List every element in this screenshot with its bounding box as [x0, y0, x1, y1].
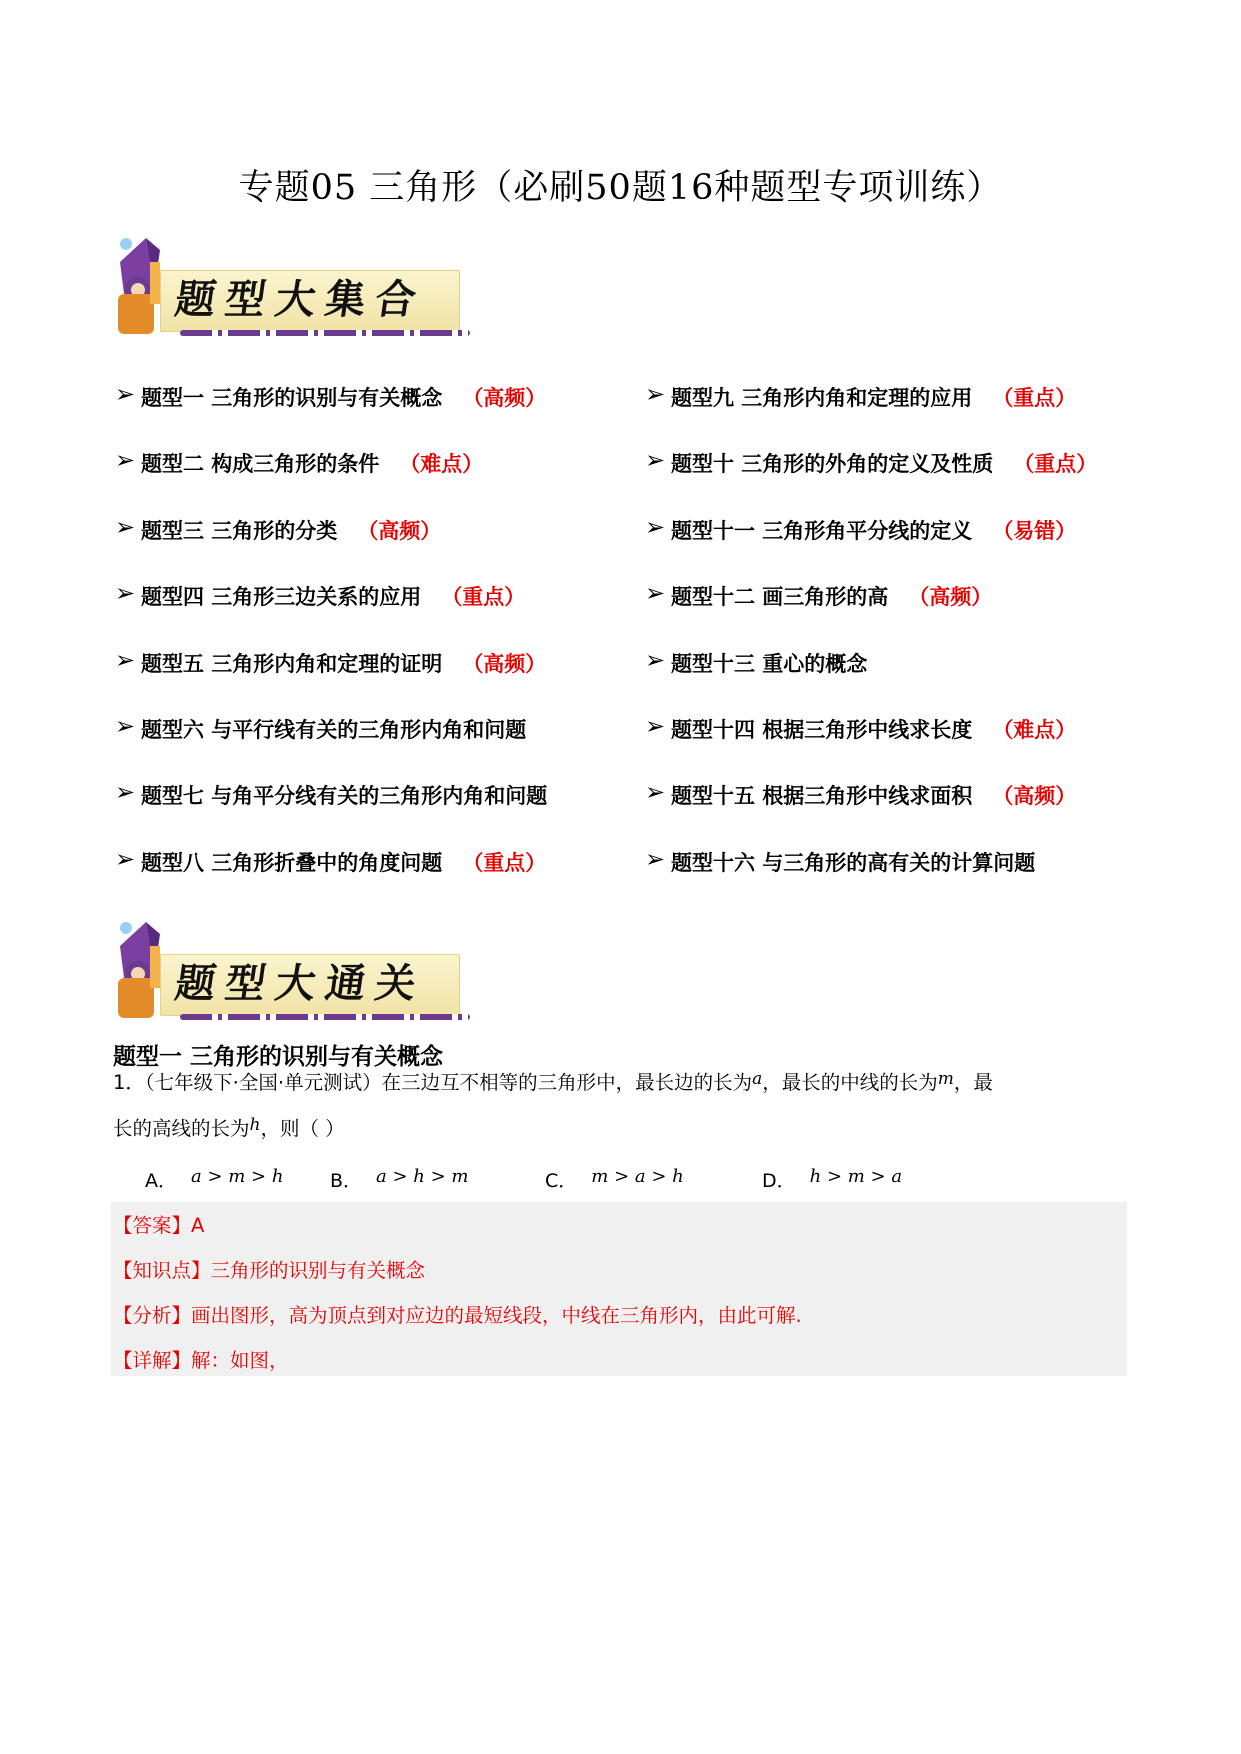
- arrow-bullet-icon: ➢: [645, 579, 666, 608]
- arrow-bullet-icon: ➢: [115, 711, 136, 740]
- banner-pass: [110, 916, 470, 1036]
- topic-item[interactable]: ➢ 题型三 三角形的分类 （高频）: [115, 512, 442, 543]
- topic-list-right: [645, 382, 1097, 913]
- topic-item[interactable]: ➢ 题型十三 重心的概念: [645, 645, 868, 676]
- banner-dash-divider: [180, 1014, 470, 1020]
- topic-item[interactable]: ➢ 题型五 三角形内角和定理的证明 （高频）: [115, 645, 547, 676]
- question-number: 1．: [113, 1071, 145, 1094]
- arrow-bullet-icon: ➢: [645, 512, 666, 541]
- option-a[interactable]: A． a > m > h: [145, 1166, 284, 1192]
- analysis-line: 【分析】画出图形，高为顶点到对应边的最短线段，中线在三角形内，由此可解.: [113, 1304, 802, 1327]
- banner-title: 题型大集合: [172, 276, 429, 323]
- topic-item[interactable]: ➢ 题型七 与角平分线有关的三角形内角和问题: [115, 778, 548, 809]
- var-m: m: [937, 1069, 954, 1089]
- section-heading: 题型一 三角形的识别与有关概念: [113, 1044, 444, 1070]
- topic-item[interactable]: ➢ 题型八 三角形折叠中的角度问题 （重点）: [115, 844, 547, 875]
- topic-item[interactable]: ➢ 题型十四 根据三角形中线求长度 （难点）: [645, 711, 1077, 742]
- arrow-bullet-icon: ➢: [115, 380, 136, 408]
- detail-line: 【详解】解：如图，: [113, 1349, 289, 1372]
- arrow-bullet-icon: ➢: [645, 380, 666, 408]
- knowledge-line: 【知识点】三角形的识别与有关概念: [113, 1259, 426, 1282]
- question-text-line-2: 长的高线的长为h，则（ ）: [113, 1115, 345, 1140]
- banner-dash-divider: [180, 330, 470, 336]
- banner-title: 题型大通关: [172, 960, 429, 1007]
- arrow-bullet-icon: ➢: [115, 446, 136, 475]
- question-source: （七年级下·全国·单元测试）: [144, 1071, 382, 1094]
- topic-item[interactable]: ➢ 题型十一 三角形角平分线的定义 （易错）: [645, 512, 1077, 543]
- arrow-bullet-icon: ➢: [115, 579, 136, 608]
- option-d[interactable]: D． h > m > a: [762, 1166, 903, 1192]
- arrow-bullet-icon: ➢: [115, 512, 136, 541]
- arrow-bullet-icon: ➢: [645, 645, 666, 674]
- arrow-bullet-icon: ➢: [645, 446, 666, 475]
- page-title: 专题05 三角形（必刷50题16种题型专项训练）: [238, 168, 1003, 208]
- var-a: a: [752, 1069, 763, 1089]
- option-b[interactable]: B． a > h > m: [330, 1166, 469, 1192]
- topic-item[interactable]: ➢ 题型十 三角形的外角的定义及性质 （重点）: [645, 446, 1098, 477]
- topic-item[interactable]: ➢ 题型十六 与三角形的高有关的计算问题: [645, 844, 1036, 875]
- question-text-line-1: 1．（七年级下·全国·单元测试）在三边互不相等的三角形中，最长边的长为a，最长的中线的长为m，最: [113, 1069, 993, 1094]
- topic-item[interactable]: ➢ 题型一 三角形的识别与有关概念 （高频）: [115, 380, 547, 410]
- answer-line: 【答案】A: [113, 1214, 205, 1237]
- topic-item[interactable]: ➢ 题型六 与平行线有关的三角形内角和问题: [115, 711, 527, 742]
- option-c[interactable]: C． m > a > h: [545, 1166, 684, 1192]
- arrow-bullet-icon: ➢: [645, 778, 666, 807]
- arrow-bullet-icon: ➢: [645, 711, 666, 740]
- topic-item[interactable]: ➢ 题型九 三角形内角和定理的应用 （重点）: [645, 380, 1077, 410]
- topic-list-left: [115, 382, 567, 913]
- topic-item[interactable]: ➢ 题型二 构成三角形的条件 （难点）: [115, 446, 484, 477]
- var-h: h: [249, 1115, 261, 1135]
- arrow-bullet-icon: ➢: [645, 844, 666, 873]
- arrow-bullet-icon: ➢: [115, 844, 136, 873]
- banner-collection: [110, 232, 470, 352]
- arrow-bullet-icon: ➢: [115, 778, 136, 807]
- topic-item[interactable]: ➢ 题型十二 画三角形的高 （高频）: [645, 579, 993, 610]
- arrow-bullet-icon: ➢: [115, 645, 136, 674]
- topic-item[interactable]: ➢ 题型四 三角形三边关系的应用 （重点）: [115, 579, 526, 610]
- topic-item[interactable]: ➢ 题型十五 根据三角形中线求面积 （高频）: [645, 778, 1077, 809]
